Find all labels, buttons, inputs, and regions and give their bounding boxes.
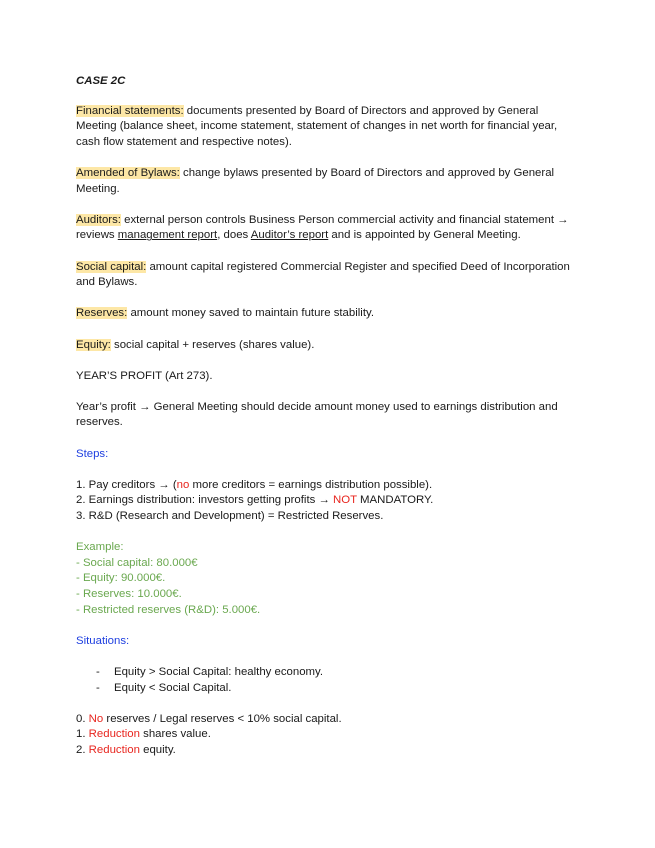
bullet-dash: - xyxy=(96,665,100,678)
example-line: - Restricted reserves (R&D): 5.000€. xyxy=(76,603,261,616)
outcome-text: reserves / Legal reserves < 10% social capital. xyxy=(103,712,342,725)
definition-auditors xyxy=(76,213,581,244)
definition-financial-statements xyxy=(76,104,581,151)
situation-text: Equity > Social Capital: healthy economy. xyxy=(114,665,324,678)
definition-text: amount money saved to maintain future stability. xyxy=(127,307,374,320)
step-text: more creditors = earnings distribution possible). xyxy=(189,478,433,491)
example-block xyxy=(76,540,581,618)
outcome-text: 0. xyxy=(76,712,89,725)
list-item xyxy=(76,681,581,697)
bullet-dash: - xyxy=(96,681,100,694)
outcomes-list xyxy=(76,712,581,759)
step-item xyxy=(76,493,581,509)
definition-text: and is appointed by General Meeting. xyxy=(328,229,521,242)
term-highlight: Amended of Bylaws: xyxy=(76,166,180,179)
profit-text: Year’s profit → General Meeting should decide amount money used to earnings distribution and reserves. xyxy=(76,400,558,429)
situations-heading: Situations: xyxy=(76,634,130,647)
outcome-emphasis: No xyxy=(88,712,104,725)
outcome-emphasis: Reduction xyxy=(88,728,140,741)
example-line: - Social capital: 80.000€ xyxy=(76,556,198,569)
step-text: 2. Earnings distribution: investors getting profits → xyxy=(76,494,334,507)
definition-reserves xyxy=(76,306,581,322)
outcome-text: equity. xyxy=(139,743,176,756)
definition-text: external person controls Business Person commercial activity and financial statement → reviews xyxy=(76,213,569,242)
outcome-text: shares value. xyxy=(139,728,211,741)
outcome-item xyxy=(76,743,581,759)
step-text: 1. Pay creditors → ( xyxy=(76,478,177,491)
definition-text: change bylaws presented by Board of Directors and approved by General Meeting. xyxy=(76,166,555,195)
definition-amended-bylaws xyxy=(76,166,581,197)
definition-text: , does xyxy=(217,229,251,242)
outcome-item xyxy=(76,712,581,728)
term-highlight: Social capital: xyxy=(76,260,147,273)
situations-list xyxy=(76,665,581,696)
term-highlight: Equity: xyxy=(76,338,111,351)
step-emphasis: no xyxy=(176,478,190,491)
auditors-report-link[interactable]: Auditor’s report xyxy=(250,229,329,242)
definition-text: amount capital registered Commercial Register and specified Deed of Incorporation and Bylaws. xyxy=(76,260,570,289)
profit-heading: YEAR’S PROFIT (Art 273). xyxy=(76,369,213,382)
step-emphasis: NOT xyxy=(333,494,357,507)
steps-heading: Steps: xyxy=(76,447,109,460)
step-text: MANDATORY. xyxy=(356,494,434,507)
definition-equity xyxy=(76,338,581,354)
situation-text: Equity < Social Capital. xyxy=(114,681,232,694)
step-item xyxy=(76,478,581,494)
outcome-item xyxy=(76,727,581,743)
steps-list xyxy=(76,478,581,525)
term-highlight: Auditors: xyxy=(76,213,121,226)
definition-text: social capital + reserves (shares value). xyxy=(110,338,315,351)
example-line: - Reserves: 10.000€. xyxy=(76,588,182,600)
definition-social-capital xyxy=(76,260,581,291)
example-line: - Equity: 90.000€. xyxy=(76,572,166,585)
outcome-emphasis: Reduction xyxy=(88,743,140,756)
list-item xyxy=(76,665,581,681)
step-item: 3. R&D (Research and Development) = Restricted Reserves. xyxy=(76,510,384,523)
example-heading: Example: xyxy=(76,541,124,554)
document-body xyxy=(76,74,581,774)
term-highlight: Financial statements: xyxy=(76,104,184,117)
management-report-link[interactable]: management report xyxy=(117,229,218,242)
outcome-text: 2. xyxy=(76,743,89,756)
outcome-text: 1. xyxy=(76,728,89,741)
term-highlight: Reserves: xyxy=(76,307,128,320)
case-title: CASE 2C xyxy=(76,75,126,87)
definition-text: documents presented by Board of Directors and approved by General Meeting (balance sheet, income statement, statement of changes in net worth for financial year, cash flow statement and respective notes). xyxy=(76,104,558,148)
